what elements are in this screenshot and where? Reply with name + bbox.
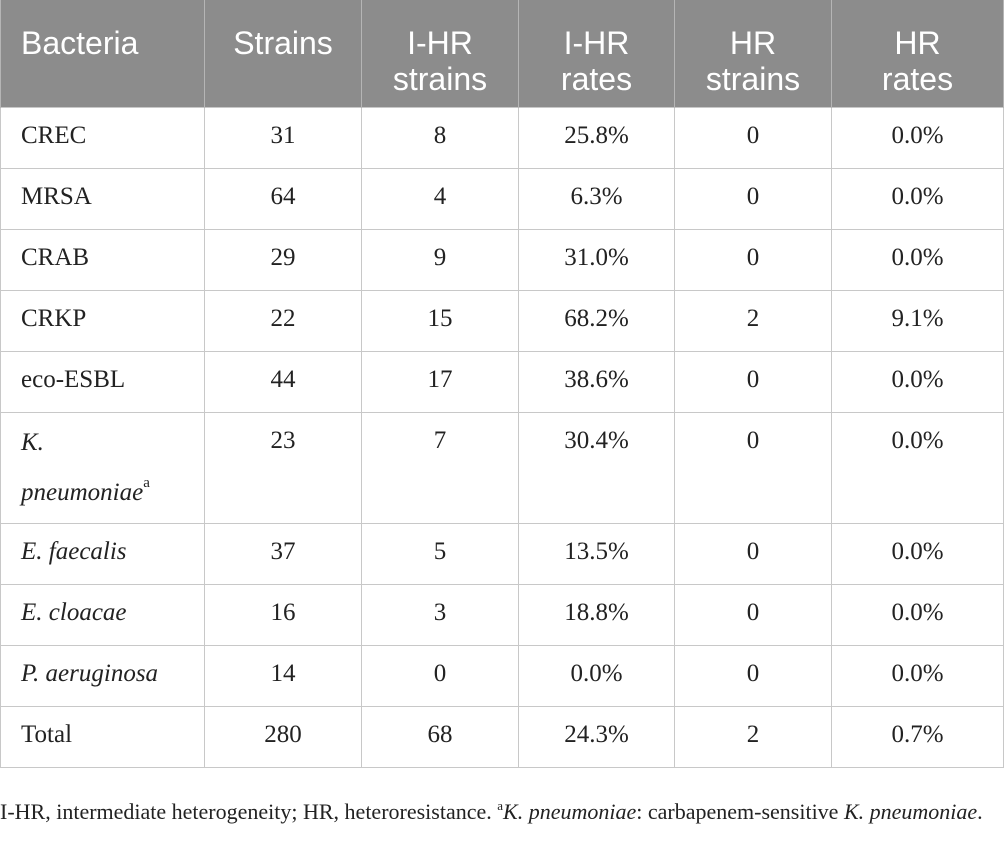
cell-strains: 44 [205,352,362,413]
cell-hr-rates: 9.1% [832,291,1004,352]
footnote-text: . [977,799,983,824]
cell-ihr-strains: 9 [362,230,519,291]
cell-hr-strains: 0 [675,352,832,413]
cell-bacteria: MRSA [1,169,205,230]
cell-hr-rates: 0.0% [832,585,1004,646]
header-bacteria: Bacteria [1,0,205,108]
cell-hr-rates: 0.0% [832,524,1004,585]
cell-bacteria: E. cloacae [1,585,205,646]
cell-ihr-strains: 0 [362,646,519,707]
cell-ihr-strains: 17 [362,352,519,413]
cell-ihr-rates: 13.5% [519,524,675,585]
cell-ihr-rates: 38.6% [519,352,675,413]
cell-ihr-rates: 30.4% [519,413,675,524]
cell-strains: 14 [205,646,362,707]
cell-bacteria [1,413,205,524]
cell-bacteria: eco-ESBL [1,352,205,413]
table-row [1,413,1004,524]
cell-bacteria: E. faecalis [1,524,205,585]
cell-ihr-rates: 68.2% [519,291,675,352]
cell-hr-strains: 2 [675,707,832,768]
footnote-marker: a [497,798,504,813]
cell-ihr-strains: 5 [362,524,519,585]
cell-hr-rates: 0.0% [832,108,1004,169]
cell-ihr-rates: 25.8% [519,108,675,169]
cell-ihr-rates: 0.0% [519,646,675,707]
header-strains: Strains [205,0,362,108]
table-row [1,585,1004,646]
cell-ihr-strains: 8 [362,108,519,169]
header-ihr-rates: I-HR rates [519,0,675,108]
bacteria-name-line2 [21,468,204,518]
cell-ihr-strains: 68 [362,707,519,768]
cell-ihr-rates: 24.3% [519,707,675,768]
table-footnote [0,795,1000,829]
cell-hr-strains: 0 [675,585,832,646]
cell-strains: 16 [205,585,362,646]
cell-ihr-rates: 31.0% [519,230,675,291]
cell-bacteria: Total [1,707,205,768]
cell-ihr-strains: 4 [362,169,519,230]
cell-strains: 37 [205,524,362,585]
cell-strains: 29 [205,230,362,291]
cell-hr-rates: 0.0% [832,230,1004,291]
table-row [1,108,1004,169]
cell-hr-strains: 0 [675,169,832,230]
cell-bacteria: CREC [1,108,205,169]
table-row [1,352,1004,413]
cell-hr-rates: 0.0% [832,352,1004,413]
table-row [1,230,1004,291]
bacteria-name-text: pneumoniae [21,479,144,506]
cell-strains: 23 [205,413,362,524]
cell-hr-rates: 0.7% [832,707,1004,768]
cell-bacteria: CRKP [1,291,205,352]
cell-bacteria: P. aeruginosa [1,646,205,707]
table-row-total [1,707,1004,768]
table-row [1,169,1004,230]
cell-hr-strains: 0 [675,646,832,707]
cell-hr-strains: 0 [675,108,832,169]
cell-hr-strains: 0 [675,230,832,291]
table-row [1,291,1004,352]
cell-hr-strains: 0 [675,413,832,524]
cell-bacteria: CRAB [1,230,205,291]
footnote-species: K. pneumoniae [843,799,978,824]
table-row [1,524,1004,585]
cell-ihr-strains: 3 [362,585,519,646]
cell-strains: 64 [205,169,362,230]
header-hr-rates: HR rates [832,0,1004,108]
cell-hr-rates: 0.0% [832,169,1004,230]
cell-strains: 22 [205,291,362,352]
cell-ihr-rates: 18.8% [519,585,675,646]
footnote-marker: a [143,475,150,491]
footnote-text: I-HR, intermediate heterogeneity; HR, heteroresistance. [0,799,498,824]
footnote-species: K. pneumoniae [503,799,637,824]
cell-hr-strains: 0 [675,524,832,585]
footnote-text: : carbapenem-sensitive [636,799,844,824]
cell-ihr-strains: 15 [362,291,519,352]
cell-strains: 31 [205,108,362,169]
header-ihr-strains: I-HR strains [362,0,519,108]
cell-ihr-strains: 7 [362,413,519,524]
cell-ihr-rates: 6.3% [519,169,675,230]
bacteria-name-line1: K. [21,429,44,456]
cell-strains: 280 [205,707,362,768]
header-hr-strains: HR strains [675,0,832,108]
cell-hr-rates: 0.0% [832,646,1004,707]
cell-hr-strains: 2 [675,291,832,352]
table-header-row [1,0,1004,108]
cell-hr-rates: 0.0% [832,413,1004,524]
table-row [1,646,1004,707]
